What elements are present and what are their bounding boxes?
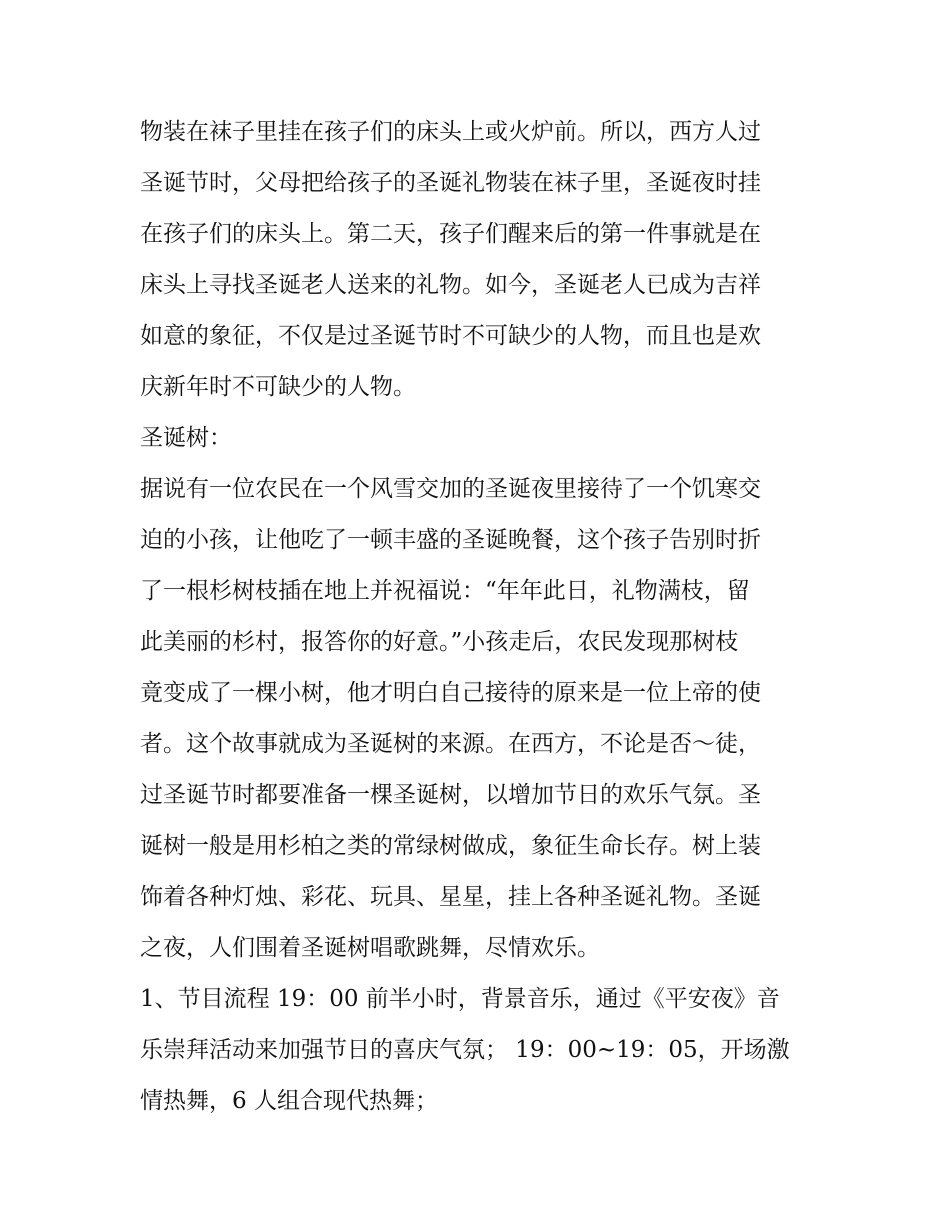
text-line: 竟变成了一棵小树，他才明白自己接待的原来是一位上帝的使 bbox=[140, 680, 761, 706]
text-line: 乐崇拜活动来加强节日的喜庆气氛； 19：00~19：05，开场激 bbox=[140, 1037, 790, 1063]
document-body bbox=[140, 107, 812, 1127]
text-line: 庆新年时不可缺少的人物。 bbox=[140, 374, 416, 400]
text-line: 诞树一般是用杉柏之类的常绿树做成，象征生命长存。树上装 bbox=[140, 833, 761, 859]
text-line: 据说有一位农民在一个风雪交加的圣诞夜里接待了一个饥寒交 bbox=[140, 476, 761, 502]
text-line: 过圣诞节时都要准备一棵圣诞树，以增加节日的欢乐气氛。圣 bbox=[140, 782, 761, 808]
text-line: 圣诞节时，父母把给孩子的圣诞礼物装在袜子里，圣诞夜时挂 bbox=[140, 170, 761, 196]
section-heading: 圣诞树： bbox=[140, 425, 232, 451]
text-line: 如意的象征，不仅是过圣诞节时不可缺少的人物，而且也是欢 bbox=[140, 323, 761, 349]
text-line: 饰着各种灯烛、彩花、玩具、星星，挂上各种圣诞礼物。圣诞 bbox=[140, 884, 761, 910]
text-line: 迫的小孩，让他吃了一顿丰盛的圣诞晚餐，这个孩子告别时折 bbox=[140, 527, 761, 553]
text-line: 此美丽的杉村，报答你的好意。”小孩走后，农民发现那树枝 bbox=[140, 629, 739, 655]
text-line: 床头上寻找圣诞老人送来的礼物。如今，圣诞老人已成为吉祥 bbox=[140, 272, 761, 298]
text-line: 之夜，人们围着圣诞树唱歌跳舞，尽情欢乐。 bbox=[140, 935, 600, 961]
text-line: 物装在袜子里挂在孩子们的床头上或火炉前。所以，西方人过 bbox=[140, 119, 761, 145]
text-line: 在孩子们的床头上。第二天，孩子们醒来后的第一件事就是在 bbox=[140, 221, 761, 247]
text-line: 1、节目流程 19：00 前半小时，背景音乐，通过《平安夜》音 bbox=[140, 986, 780, 1012]
text-line: 者。这个故事就成为圣诞树的来源。在西方，不论是否～徒， bbox=[140, 731, 761, 757]
text-line: 了一根杉树枝插在地上并祝福说：“年年此日，礼物满枝，留 bbox=[140, 578, 750, 604]
text-line: 情热舞，6 人组合现代热舞； bbox=[140, 1088, 438, 1114]
